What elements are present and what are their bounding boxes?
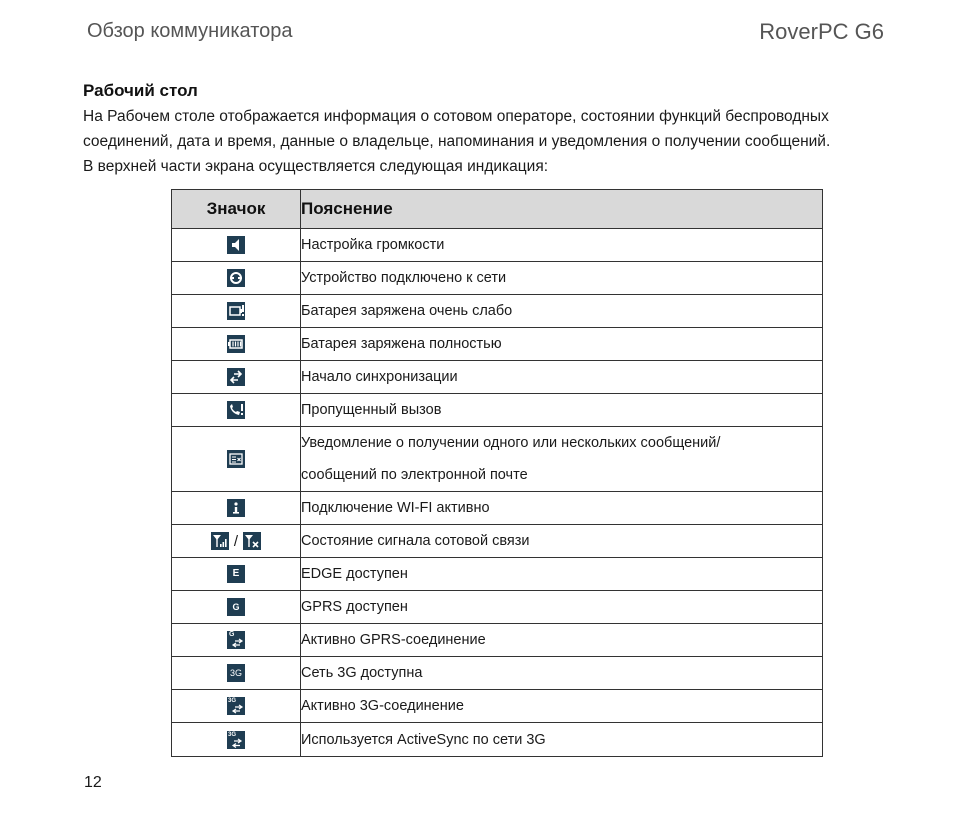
table-row <box>172 229 823 262</box>
row-description: Подключение WI-FI активно <box>301 492 823 525</box>
3g-active-glyph: 3G <box>228 698 237 704</box>
row-description: GPRS доступен <box>301 591 823 624</box>
row-description: Начало синхронизации <box>301 361 823 394</box>
icon-separator: / <box>233 532 239 550</box>
table-row <box>172 492 823 525</box>
page-number: 12 <box>84 774 102 791</box>
column-header-description: Пояснение <box>301 190 823 229</box>
row-description: Настройка громкости <box>301 229 823 262</box>
row-description <box>301 427 823 492</box>
header-section-title: Обзор коммуникатора <box>87 20 293 42</box>
status-icons-table <box>171 189 823 757</box>
missed-call-icon <box>227 401 245 419</box>
3g-active-icon <box>227 697 245 715</box>
header-product-name: RoverPC G6 <box>759 19 884 44</box>
table-row <box>172 427 823 492</box>
table-row <box>172 394 823 427</box>
section-title: Рабочий стол <box>83 81 198 100</box>
sync-icon <box>227 368 245 386</box>
intro-line: В верхней части экрана осуществляется следующая индикация: <box>83 158 549 175</box>
table-row <box>172 525 823 558</box>
row-description: Состояние сигнала сотовой связи <box>301 525 823 558</box>
row-description: Устройство подключено к сети <box>301 262 823 295</box>
gprs-active-icon <box>227 631 245 649</box>
row-description-line: сообщений по электронной почте <box>301 467 528 483</box>
3g-icon: 3G <box>227 664 245 682</box>
intro-line: На Рабочем столе отображается информация о сотовом операторе, состоянии функций беспроводных <box>83 108 829 125</box>
network-connected-icon <box>227 269 245 287</box>
row-description: Пропущенный вызов <box>301 394 823 427</box>
table-row <box>172 591 823 624</box>
row-description: Сеть 3G доступна <box>301 657 823 690</box>
table-row <box>172 690 823 723</box>
table-header-row <box>172 190 823 229</box>
table-row <box>172 624 823 657</box>
row-description: EDGE доступен <box>301 558 823 591</box>
row-description-line: Уведомление о получении одного или нескольких сообщений/ <box>301 435 721 451</box>
volume-icon <box>227 236 245 254</box>
gprs-icon: G <box>227 598 245 616</box>
edge-icon: E <box>227 565 245 583</box>
row-description: Батарея заряжена очень слабо <box>301 295 823 328</box>
row-description: Активно 3G-соединение <box>301 690 823 723</box>
wifi-icon <box>227 499 245 517</box>
table-row <box>172 361 823 394</box>
no-signal-icon <box>243 532 261 550</box>
activesync-3g-glyph: 3G <box>228 731 237 738</box>
battery-full-icon <box>227 335 245 353</box>
row-description: Батарея заряжена полностью <box>301 328 823 361</box>
table-row <box>172 657 823 690</box>
battery-low-icon <box>227 302 245 320</box>
intro-line: соединений, дата и время, данные о владельце, напоминания и уведомления о получении сообщений. <box>83 133 831 150</box>
column-header-icon: Значок <box>172 190 301 229</box>
intro-paragraph <box>83 104 893 179</box>
row-description: Используется ActiveSync по сети 3G <box>301 723 823 757</box>
table-row <box>172 262 823 295</box>
table-row <box>172 723 823 757</box>
activesync-3g-icon <box>227 731 245 749</box>
signal-icon <box>211 532 229 550</box>
gprs-active-glyph: G <box>229 631 235 638</box>
message-icon <box>227 450 245 468</box>
table-row <box>172 558 823 591</box>
table-row <box>172 295 823 328</box>
table-row <box>172 328 823 361</box>
row-description: Активно GPRS-соединение <box>301 624 823 657</box>
